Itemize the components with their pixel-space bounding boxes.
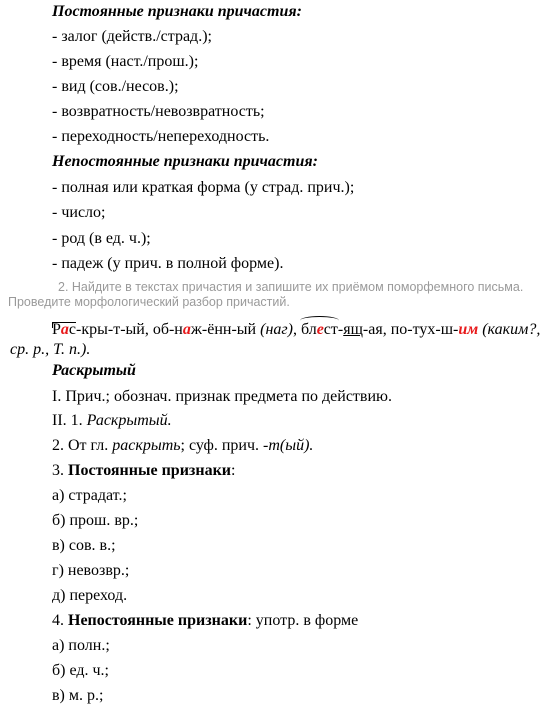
suffix-mark: ящ — [343, 321, 363, 338]
analysis-line — [52, 436, 313, 456]
analysis-line: д) переход. — [52, 587, 128, 604]
analysis-line: б) прош. вр.; — [52, 512, 139, 529]
morpheme-segment: -кры-т-ый, — [76, 321, 149, 338]
analysis-line: г) невозвр.; — [52, 562, 130, 579]
analysis-line: в) м. р.; — [52, 687, 104, 704]
analysis-line: в) сов. в.; — [52, 537, 116, 554]
line-end: : употр. в форме — [247, 612, 359, 629]
morpheme-segment: -ая, по-тух-ш- — [362, 321, 459, 338]
section-label: Непостоянные признаки — [68, 612, 248, 629]
analysis-line — [52, 611, 358, 631]
analysis-line — [52, 411, 172, 431]
analysis-line — [52, 461, 235, 481]
prefix-mark — [52, 321, 76, 338]
initial-form: Раскрытый. — [86, 412, 172, 429]
morpheme-line-1 — [52, 320, 540, 340]
list-item: - падеж (у прич. в полной форме). — [52, 255, 284, 272]
task-text-line-1: 2. Найдите в текстах причастия и запишите их приёмом поморфемного письма. — [58, 280, 524, 294]
line-end: : — [231, 462, 236, 479]
analysis-line: I. Прич.; обознач. признак предмета по действию. — [52, 388, 392, 405]
analysis-line: б) ед. ч.; — [52, 662, 109, 679]
morpheme-segment: об-н — [148, 321, 183, 338]
verb: раскрыть — [112, 437, 181, 454]
morpheme-note: (каким?, — [482, 321, 541, 338]
highlighted-ending: им — [458, 321, 479, 338]
morpheme-segment: ж-ённ-ый — [190, 321, 257, 338]
list-item: - переходность/непереходность. — [52, 128, 270, 145]
letter: с — [68, 321, 77, 338]
list-item: - возвратность/невозвратность; — [52, 103, 265, 120]
root-mark — [301, 321, 338, 338]
highlighted-letter: а — [60, 321, 69, 338]
punctuation: , — [292, 321, 297, 338]
morpheme-note: (наг) — [260, 321, 293, 338]
letter: ст — [323, 321, 338, 338]
line-prefix: 2. От гл. — [52, 437, 109, 454]
highlighted-letter: е — [316, 321, 324, 338]
line-prefix: II. 1. — [52, 412, 83, 429]
line-prefix: 4. — [52, 612, 64, 629]
list-item: - вид (сов./несов.); — [52, 78, 179, 95]
line-mid: ; суф. прич. — [180, 437, 260, 454]
morpheme-line-2: ср. р., Т. п.). — [10, 341, 91, 358]
task-text-line-2: Проведите морфологический разбор причастий. — [8, 295, 290, 309]
permanent-heading: Постоянные признаки причастия: — [52, 3, 302, 20]
analysis-line: а) полн.; — [52, 637, 110, 654]
suffix: -т(ый). — [263, 437, 314, 454]
line-prefix: 3. — [52, 462, 64, 479]
analysis-line: а) страдат.; — [52, 487, 127, 504]
morpheme-segment: - — [337, 321, 344, 338]
nonpermanent-heading: Непостоянные признаки причастия: — [52, 153, 318, 170]
analysis-word-heading: Раскрытый — [52, 362, 136, 379]
letter: Р — [52, 321, 61, 338]
highlighted-letter: а — [182, 321, 191, 338]
list-item: - время (наст./прош.); — [52, 53, 199, 70]
list-item: - род (в ед. ч.); — [52, 230, 151, 247]
section-label: Постоянные признаки — [68, 462, 231, 479]
list-item: - полная или краткая форма (у страд. прич.); — [52, 179, 355, 196]
list-item: - залог (действ./страд.); — [52, 28, 212, 45]
list-item: - число; — [52, 204, 106, 221]
letter: бл — [300, 321, 317, 338]
